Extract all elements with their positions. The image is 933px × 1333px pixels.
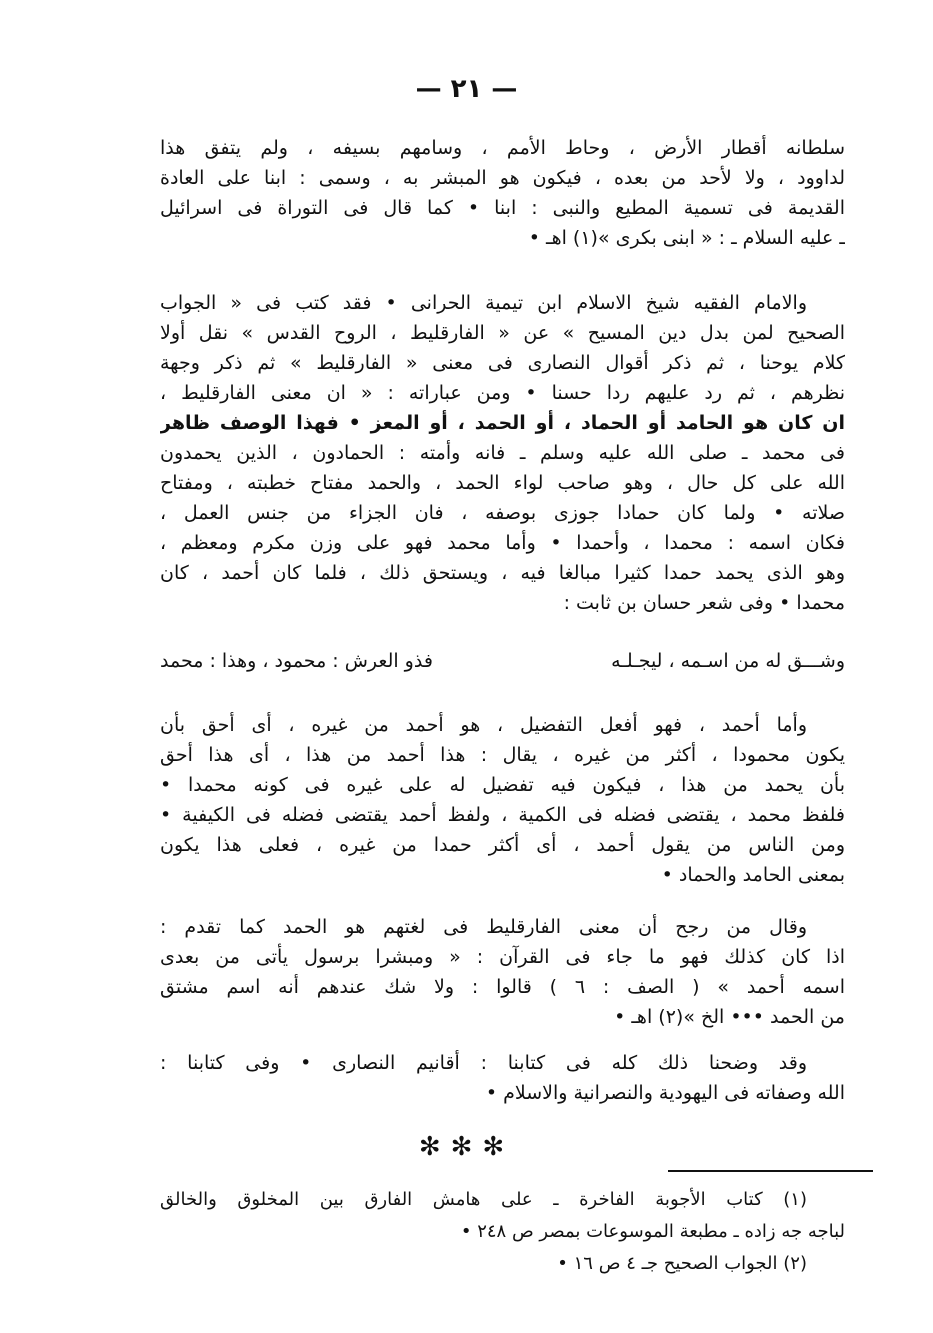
footnote-line: (١) كتاب الأجوبة الفاخرة ـ على هامش الفارق بين المخلوق والخالق [160,1189,807,1210]
text-line: ان كان هو الحامد أو الحماد ، أو الحمد ، أو المعز • فهذا الوصف ظاهر [160,412,845,434]
text-line: اسمه أحمد » ( الصف : ٦ ) قالوا : ولا شك عندهم أنه اسم مشتق [160,976,845,998]
text-line: بأن يحمد من هذا ، فيكون فيه تفضيل له على غيره فى كونه محمدا • [160,774,845,796]
text-line: وقد وضحنا ذلك كله فى كتابنا : أقانيم النصارى • وفى كتابنا : [160,1052,807,1074]
text-line: صلاته • ولما كان حمادا جوزى بوصفه ، فان الجزاء من جنس العمل ، [160,502,845,524]
paragraph-3 [160,710,845,890]
text-line: بمعنى الحامد والحماد • [661,864,845,886]
text-line: والامام الفقيه شيخ الاسلام ابن تيمية الحرانى • فقد كتب فى « الجواب [160,292,807,314]
text-line: ومن الناس من يقول أحمد ، أى أكثر حمدا من غيره ، فعلى هذا يكون [160,834,845,856]
text-line: نظرهم ، ثم رد عليهم ردا حسنا • ومن عباراته : « ان معنى الفارقليط ، [160,382,845,404]
verse-first-hemistich: وشـــق له من اسـمه ، ليجـلـه [611,650,845,672]
text-line: ـ عليه السلام ـ : « ابنى بكرى »(١) اهـ • [528,227,845,249]
paragraph-2 [160,288,845,618]
text-line: لداوود ، ولا لأحد من بعده ، فيكون هو المبشر به ، وسمى : ابنا على العادة [160,167,845,189]
footnote-line: (٢) الجواب الصحيح جـ ٤ ص ١٦ • [557,1253,807,1274]
text-line: الله على كل حال ، وهو صاحب لواء الحمد ، والحمد مفتاح خطبته ، ومفتاح [160,472,845,494]
text-line: سلطانه أقطار الأرض ، وحاط الأمم ، وسامهم بسيفه ، ولم يتفق هذا [160,137,845,159]
text-line: وهو الذى يحمد حمدا كثيرا مبالغا فيه ، ويستحق ذلك ، فلما كان أحمد ، كان [160,562,845,584]
footnote-divider [668,1170,873,1172]
page-number: — ٢١ — [415,74,518,104]
text-line: وأما أحمد ، فهو أفعل التفضيل ، هو أحمد من غيره ، أى أحق بأن [160,714,807,736]
text-line: الصحيح لمن بدل دين المسيح » عن « الفارقليط ، الروح القدس » نقل أولا [160,322,845,344]
text-line: القديمة فى تسمية المطيع والنبى : ابنا • كما قال فى التوراة فى اسرائيل [160,197,845,219]
poetry-verse [160,646,845,676]
verse-second-hemistich: فذو العرش : محمود ، وهذا : محمد [160,650,433,672]
text-line: محمدا • وفى شعر حسان بن ثابت : [563,592,845,614]
paragraph-5 [160,1048,845,1108]
text-line: وقال من رجح أن معنى الفارقليط فى لغتهم هو الحمد كما تقدم : [160,916,807,938]
text-line: الله وصفاته فى اليهودية والنصرانية والاسلام • [485,1082,845,1104]
footnotes [160,1184,845,1280]
text-line: يكون محمودا ، أكثر من غيره ، يقال : هذا أحمد من هذا ، أى هذا أحق [160,744,845,766]
footnote-line: لباجه جه زاده ـ مطبعة الموسوعات بمصر ص ٢٤٨ • [460,1221,845,1242]
text-line: فلفظ محمد ، يقتضى فضله فى الكمية ، ولفظ أحمد يقتضى فضله فى الكيفية • [160,804,845,826]
paragraph-4 [160,912,845,1032]
text-line: من الحمد ••• الخ »(٢) اهـ • [614,1006,845,1028]
text-line: اذا كان كذلك فهو ما جاء فى القرآن : « ومبشرا برسول يأتى من بعدى [160,946,845,968]
text-line: كلام يوحنا ، ثم ذكر أقوال النصارى فى معنى « الفارقليط » ثم ذكر وجهة [160,352,845,374]
text-line: فى محمد ـ صلى الله عليه وسلم ـ فانه وأمته : الحمادون ، الذين يحمدون [160,442,845,464]
section-separator: ✻✻✻ [418,1132,515,1162]
paragraph-1 [160,133,845,253]
text-line: فكان اسمه : محمدا ، وأحمدا • وأما محمد فهو على وزن مكرم ومعظم ، [160,532,845,554]
